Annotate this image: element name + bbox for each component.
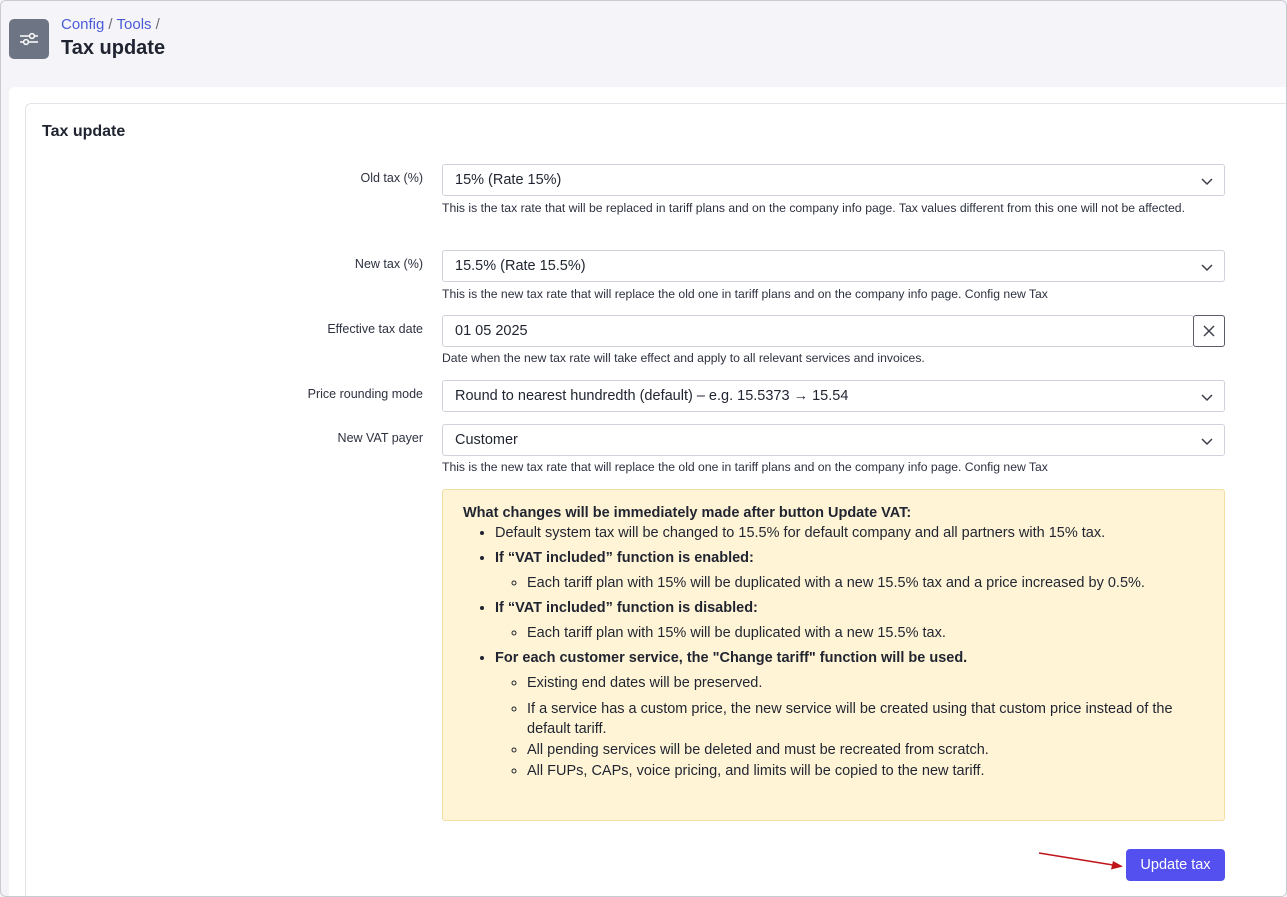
list-item-heading: If “VAT included” function is enabled: [495,550,754,566]
list-item-heading: If “VAT included” function is disabled: [495,600,758,616]
annotation-arrow-icon [1037,849,1127,873]
list-item: • Default system tax will be changed to 15.5% for default company and all partners with 15% tax. [495,523,1204,543]
chevron-down-icon [1200,434,1214,448]
effective-date-input[interactable] [442,315,1194,347]
list-item: ◦ Existing end dates will be preserved. [527,673,1204,693]
effective-date-value: 01 05 2025 [455,323,528,339]
new-tax-value: 15.5% (Rate 15.5%) [455,258,586,274]
breadcrumb-separator: / [155,16,160,33]
clear-date-button[interactable] [1193,315,1225,347]
rounding-select[interactable] [442,380,1225,412]
old-tax-label: Old tax (%) [360,171,423,185]
vat-payer-value: Customer [455,432,518,448]
vat-payer-select[interactable] [442,424,1225,456]
list-item-heading: For each customer service, the "Change tariff" function will be used. [495,650,968,666]
list-item: ◦ All pending services will be deleted and must be recreated from scratch. [527,740,1204,760]
new-tax-select[interactable] [442,250,1225,282]
effective-date-label: Effective tax date [327,322,423,336]
rounding-value: Round to nearest hundredth (default) – e.g. 15.5373 → 15.54 [455,388,849,404]
old-tax-value: 15% (Rate 15%) [455,172,562,188]
list-item [495,648,1204,781]
page-title: Tax update [61,37,166,59]
vat-payer-label: New VAT payer [337,431,423,445]
list-item: ◦ Each tariff plan with 15% will be duplicated with a new 15.5% tax and a price increased by 0.5%. [527,573,1204,593]
new-tax-label: New tax (%) [354,257,423,271]
breadcrumb-separator: / [108,16,113,33]
rounding-label: Price rounding mode [307,387,423,401]
chevron-down-icon [1200,260,1214,274]
breadcrumb-tools[interactable]: Tools [116,16,152,33]
list-item [495,598,1204,643]
old-tax-help: This is the tax rate that will be replaced in tariff plans and on the company info page. Tax values different from this one will not be affected. [442,201,1185,215]
list-item: ◦ All FUPs, CAPs, voice pricing, and limits will be copied to the new tariff. [527,761,1204,781]
chevron-down-icon [1200,174,1214,188]
list-item [495,548,1204,593]
vat-payer-help: This is the new tax rate that will replace the old one in tariff plans and on the company info page. Config new Tax [442,460,1048,474]
card-title: Tax update [42,123,126,140]
notice-title: What changes will be immediately made after button Update VAT: [463,505,912,521]
breadcrumb-config[interactable]: Config [61,16,105,33]
sliders-icon [9,19,49,59]
breadcrumb [61,16,164,33]
list-item: ◦ Each tariff plan with 15% will be duplicated with a new 15.5% tax. [527,623,1204,643]
close-icon [1202,324,1216,338]
changes-notice [442,489,1225,821]
update-tax-button[interactable]: Update tax [1126,849,1225,881]
page-header [1,1,1286,87]
new-tax-help: This is the new tax rate that will replace the old one in tariff plans and on the company info page. Config new Tax [442,287,1048,301]
notice-list [463,523,1204,781]
old-tax-select[interactable] [442,164,1225,196]
list-item: ◦ If a service has a custom price, the new service will be created using that custom price instead of the default tariff. [527,699,1204,739]
effective-date-help: Date when the new tax rate will take effect and apply to all relevant services and invoices. [442,351,925,365]
chevron-down-icon [1200,390,1214,404]
